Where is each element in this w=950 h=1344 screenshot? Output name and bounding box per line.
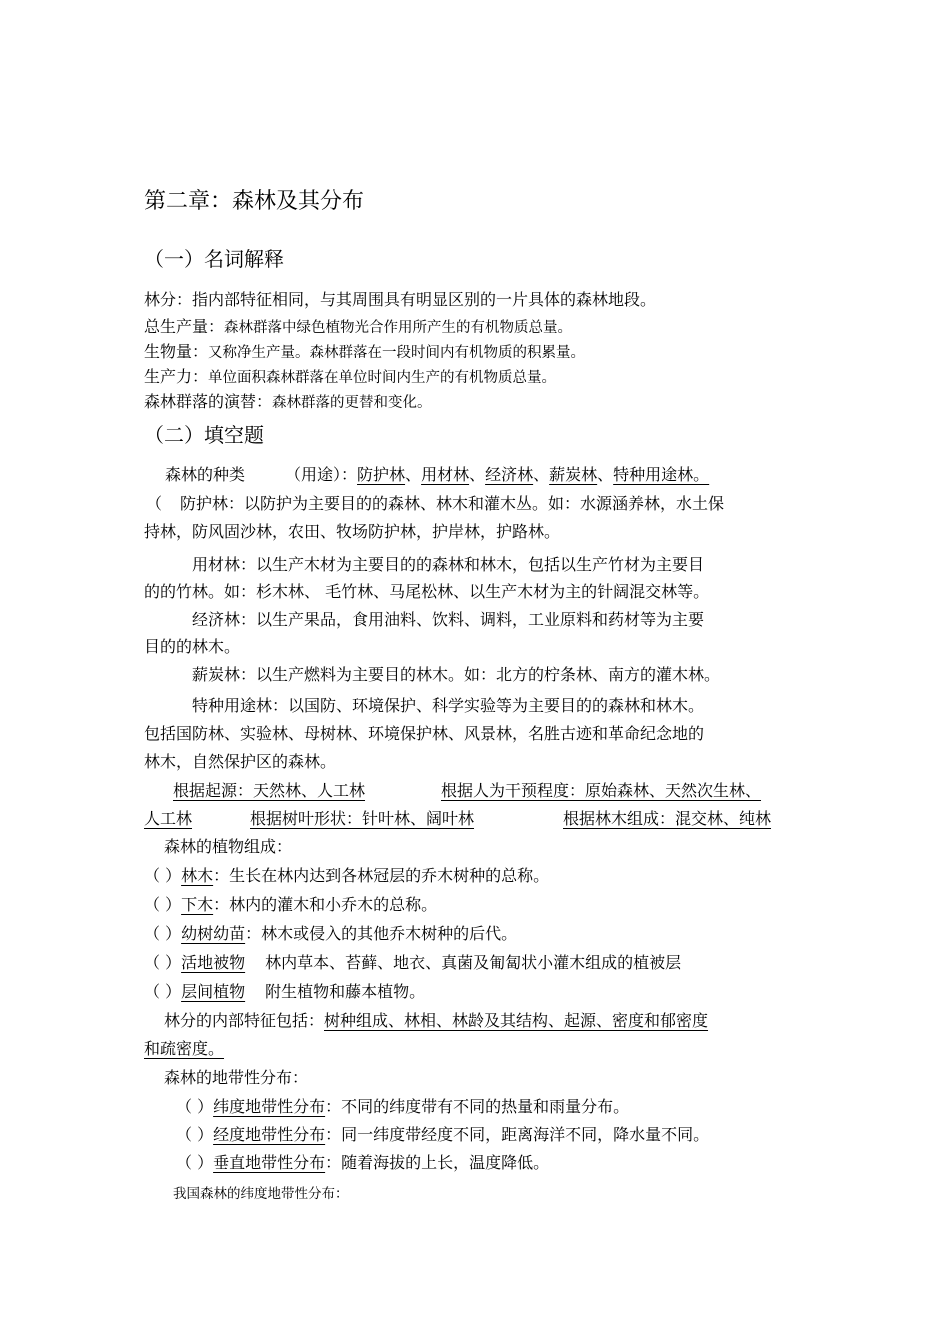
plant-term: 幼树幼苗 bbox=[181, 924, 246, 943]
paragraph-special-line: 林木，自然保护区的森林。 bbox=[144, 752, 337, 771]
answer-blank: （ ） bbox=[144, 924, 182, 943]
forest-type-answer: 用材林 bbox=[421, 465, 470, 484]
forest-type-answer: 防护林 bbox=[357, 465, 406, 484]
chapter-title: 第二章：森林及其分布 bbox=[144, 189, 365, 214]
plant-description: 附生植物和藤本植物。 bbox=[265, 982, 426, 1001]
zonal-item bbox=[176, 1153, 549, 1172]
zonal-term: 纬度地带性分布 bbox=[213, 1097, 326, 1116]
classification-composition: 根据林木组成：混交林、纯林 bbox=[563, 809, 772, 828]
stand-features-answer: 树种组成、林相、林龄及其结构、起源、密度和郁密度 bbox=[324, 1011, 709, 1030]
plant-term: 林木 bbox=[181, 866, 214, 885]
paragraph-economic-line: 经济林：以生产果品，食用油料、饮料、调料，工业原料和药材等为主要 bbox=[192, 610, 705, 629]
zonal-description: ：不同的纬度带有不同的热量和雨量分布。 bbox=[325, 1097, 630, 1116]
plant-term: 下木 bbox=[181, 895, 214, 914]
definition-text: 指内部特征相同，与其周围具有明显区别的一片具体的森林地段。 bbox=[192, 290, 657, 309]
section-heading-definitions: （一）名词解释 bbox=[144, 247, 284, 271]
plant-composition-heading: 森林的植物组成： bbox=[164, 837, 293, 856]
plant-description: 林内草本、苔藓、地衣、真菌及匍匐状小灌木组成的植被层 bbox=[265, 953, 682, 972]
plant-description: 林内的灌木和小乔木的总称。 bbox=[229, 895, 438, 914]
definition-text: 森林群落中绿色植物光合作用所产生的有机物质总量。 bbox=[224, 320, 573, 336]
paragraph-protection-line: （ 防护林：以防护为主要目的的森林、林木和灌木丛。如：水源涵养林，水土保 bbox=[146, 494, 725, 513]
classification-origin: 根据起源：天然林、人工林 bbox=[173, 781, 366, 800]
definition-term: 林分： bbox=[144, 290, 193, 309]
answer-blank: （ ） bbox=[144, 982, 182, 1001]
definition-item bbox=[144, 317, 572, 337]
classification-human-intervention-cont: 人工林 bbox=[144, 809, 193, 828]
definition-term: 生产力： bbox=[144, 367, 209, 386]
paragraph-special-line: 特种用途林：以国防、环境保护、科学实验等为主要目的的森林和林木。 bbox=[192, 696, 705, 715]
china-latitudinal-heading: 我国森林的纬度地带性分布： bbox=[173, 1186, 349, 1202]
answer-blank: （ ） bbox=[144, 895, 182, 914]
zonal-item bbox=[176, 1097, 629, 1116]
stand-features-label: 林分的内部特征包括： bbox=[164, 1011, 325, 1030]
zonal-description: ：同一纬度带经度不同，距离海洋不同，降水量不同。 bbox=[325, 1125, 710, 1144]
definition-text: 森林群落的更替和变化。 bbox=[272, 395, 432, 411]
plant-item: （ ）幼树幼苗：林木或侵入的其他乔木树种的后代。 bbox=[144, 924, 518, 943]
paragraph-fuelwood-line: 薪炭林：以生产燃料为主要目的林木。如：北方的柠条林、南方的灌木林。 bbox=[192, 665, 721, 684]
plant-item: （ ）林木：生长在林内达到各林冠层的乔木树种的总称。 bbox=[144, 866, 550, 885]
zonal-distribution-heading: 森林的地带性分布： bbox=[164, 1068, 309, 1087]
paragraph-timber-line: 的的竹林。如：杉木林、 毛竹林、马尾松林、以生产木材为主的针阔混交林等。 bbox=[144, 582, 710, 601]
stand-features-answer-cont: 和疏密度。 bbox=[144, 1039, 225, 1058]
forest-types-label: 森林的种类 bbox=[165, 465, 246, 484]
definition-item bbox=[144, 342, 585, 362]
answer-blank: （ ） bbox=[176, 1097, 214, 1116]
zonal-description: ：随着海拔的上长，温度降低。 bbox=[325, 1153, 550, 1172]
answer-blank: （ ） bbox=[176, 1153, 214, 1172]
section-heading-fill-in: （二）填空题 bbox=[144, 423, 264, 447]
plant-item bbox=[144, 953, 681, 972]
plant-term: 活地被物 bbox=[181, 953, 246, 972]
forest-types-line: 森林的种类 （用途）：防护林、用材林、经济林、薪炭林、特种用途林。 bbox=[165, 465, 710, 484]
zonal-term: 经度地带性分布 bbox=[213, 1125, 326, 1144]
definition-item bbox=[144, 290, 656, 309]
plant-item: （ ）下木：林内的灌木和小乔木的总称。 bbox=[144, 895, 438, 914]
definition-item bbox=[144, 367, 556, 387]
paragraph-timber-line: 用材林：以生产木材为主要目的的森林和林木，包括以生产竹材为主要目 bbox=[192, 555, 705, 574]
answer-blank: （ ） bbox=[144, 953, 182, 972]
definition-term: 生物量： bbox=[144, 342, 209, 361]
forest-type-answer: 薪炭林 bbox=[549, 465, 598, 484]
plant-item bbox=[144, 982, 425, 1001]
answer-blank: （ ） bbox=[144, 866, 182, 885]
forest-type-answer: 特种用途林。 bbox=[613, 465, 710, 484]
classification-leaf-shape: 根据树叶形状：针叶林、阔叶林 bbox=[250, 809, 475, 828]
answer-blank: （ ） bbox=[176, 1125, 214, 1144]
definition-text: 又称净生产量。森林群落在一段时间内有机物质的积累量。 bbox=[208, 345, 586, 361]
forest-type-answer: 经济林 bbox=[485, 465, 534, 484]
stand-features-line bbox=[164, 1011, 708, 1030]
paragraph-special-line: 包括国防林、实验林、母树林、环境保护林、风景林，名胜古迹和革命纪念地的 bbox=[144, 724, 705, 743]
zonal-term: 垂直地带性分布 bbox=[213, 1153, 326, 1172]
zonal-item bbox=[176, 1125, 709, 1144]
paragraph-protection-line: 持林，防风固沙林，农田、牧场防护林，护岸林，护路林。 bbox=[144, 522, 561, 541]
paragraph-economic-line: 目的的林木。 bbox=[144, 637, 241, 656]
classification-human-intervention: 根据人为干预程度：原始森林、天然次生林、 bbox=[441, 781, 762, 800]
plant-description: 生长在林内达到各林冠层的乔木树种的总称。 bbox=[229, 866, 550, 885]
definition-term: 森林群落的演替： bbox=[144, 392, 273, 411]
forest-types-use: （用途）： bbox=[285, 465, 358, 484]
plant-term: 层间植物 bbox=[181, 982, 246, 1001]
definition-item bbox=[144, 392, 432, 412]
plant-description: 林木或侵入的其他乔木树种的后代。 bbox=[261, 924, 518, 943]
definition-text: 单位面积森林群落在单位时间内生产的有机物质总量。 bbox=[208, 370, 557, 386]
definition-term: 总生产量： bbox=[144, 317, 225, 336]
